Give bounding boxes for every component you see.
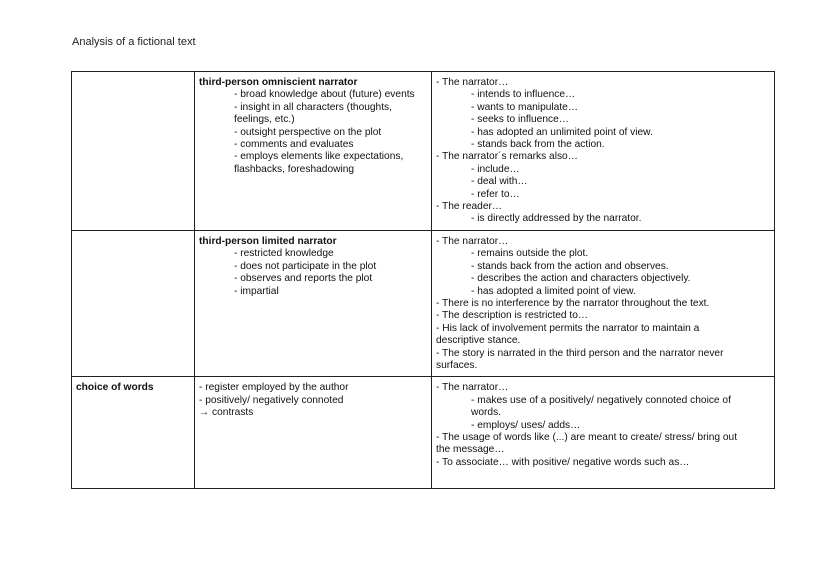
table-row-limited [72, 230, 775, 376]
phrases-cell [432, 377, 775, 489]
feature-item: - impartial [234, 285, 279, 297]
phrase-line: - has adopted a limited point of view. [471, 285, 636, 297]
phrase-line: - has adopted an unlimited point of view. [471, 126, 653, 138]
phrase-line: - deal with… [471, 176, 528, 188]
phrase-line: - The narrator´s remarks also… [436, 151, 578, 163]
feature-item: - observes and reports the plot [234, 273, 373, 285]
feature-item: - comments and evaluates [234, 139, 354, 151]
table-row-omniscient [72, 72, 775, 231]
phrase-line: - His lack of involvement permits the narrator to maintain a [436, 322, 700, 334]
document-title: Analysis of a fictional text [72, 36, 196, 48]
feature-item: - positively/ negatively connoted [199, 394, 344, 406]
phrase-line: - include… [471, 163, 520, 175]
phrase-line: - intends to influence… [471, 89, 576, 101]
phrase-line: - To associate… with positive/ negative words such as… [436, 456, 690, 468]
phrase-line: - The reader… [436, 201, 503, 213]
phrase-line: - remains outside the plot. [471, 248, 589, 260]
phrase-line: descriptive stance. [436, 335, 521, 347]
phrase-line: - The narrator… [436, 382, 509, 394]
phrase-line: - seeks to influence… [471, 114, 569, 126]
category-cell [72, 230, 195, 376]
table-row-choice-of-words [72, 377, 775, 489]
feature-item: - restricted knowledge [234, 248, 334, 260]
feature-cell [195, 230, 432, 376]
category-cell [72, 377, 195, 489]
category-cell [72, 72, 195, 231]
phrase-line: - The narrator… [436, 77, 509, 88]
phrase-line: - employs/ uses/ adds… [471, 419, 581, 431]
phrase-line: - makes use of a positively/ negatively connoted choice of [471, 394, 731, 406]
feature-item: - broad knowledge about (future) events [234, 89, 415, 101]
phrase-line: - describes the action and characters objectively. [471, 273, 691, 285]
phrases-cell [432, 230, 775, 376]
feature-item: feelings, etc.) [234, 114, 295, 126]
feature-item: - does not participate in the plot [234, 260, 377, 272]
phrases-cell [432, 72, 775, 231]
feature-cell [195, 72, 432, 231]
feature-item: - outsight perspective on the plot [234, 126, 382, 138]
feature-item: - insight in all characters (thoughts, [234, 101, 392, 113]
phrase-line: words. [471, 407, 502, 419]
feature-item: → contrasts [199, 407, 254, 419]
phrase-line: - There is no interference by the narrator throughout the text. [436, 297, 710, 309]
phrase-line: - stands back from the action and observes. [471, 260, 669, 272]
phrase-line: - wants to manipulate… [471, 101, 579, 113]
phrase-line: - stands back from the action. [471, 139, 605, 151]
feature-item: - employs elements like expectations, [234, 151, 404, 163]
phrase-line: - The description is restricted to… [436, 310, 589, 322]
phrase-line: - The story is narrated in the third person and the narrator never [436, 347, 724, 359]
phrase-line: surfaces. [436, 359, 478, 371]
phrase-line: - The narrator… [436, 235, 509, 247]
phrase-line: - The usage of words like (...) are meant to create/ stress/ bring out [436, 431, 738, 443]
category-label: choice of words [76, 382, 154, 394]
phrase-line: - refer to… [471, 188, 520, 200]
phrase-line: - is directly addressed by the narrator. [471, 213, 642, 225]
phrase-line: the message… [436, 444, 505, 456]
feature-heading: third-person limited narrator [199, 235, 337, 247]
analysis-table [71, 71, 775, 489]
feature-heading: third-person omniscient narrator [199, 77, 358, 88]
feature-item: flashbacks, foreshadowing [234, 163, 355, 175]
feature-item: - register employed by the author [199, 382, 349, 394]
feature-cell [195, 377, 432, 489]
